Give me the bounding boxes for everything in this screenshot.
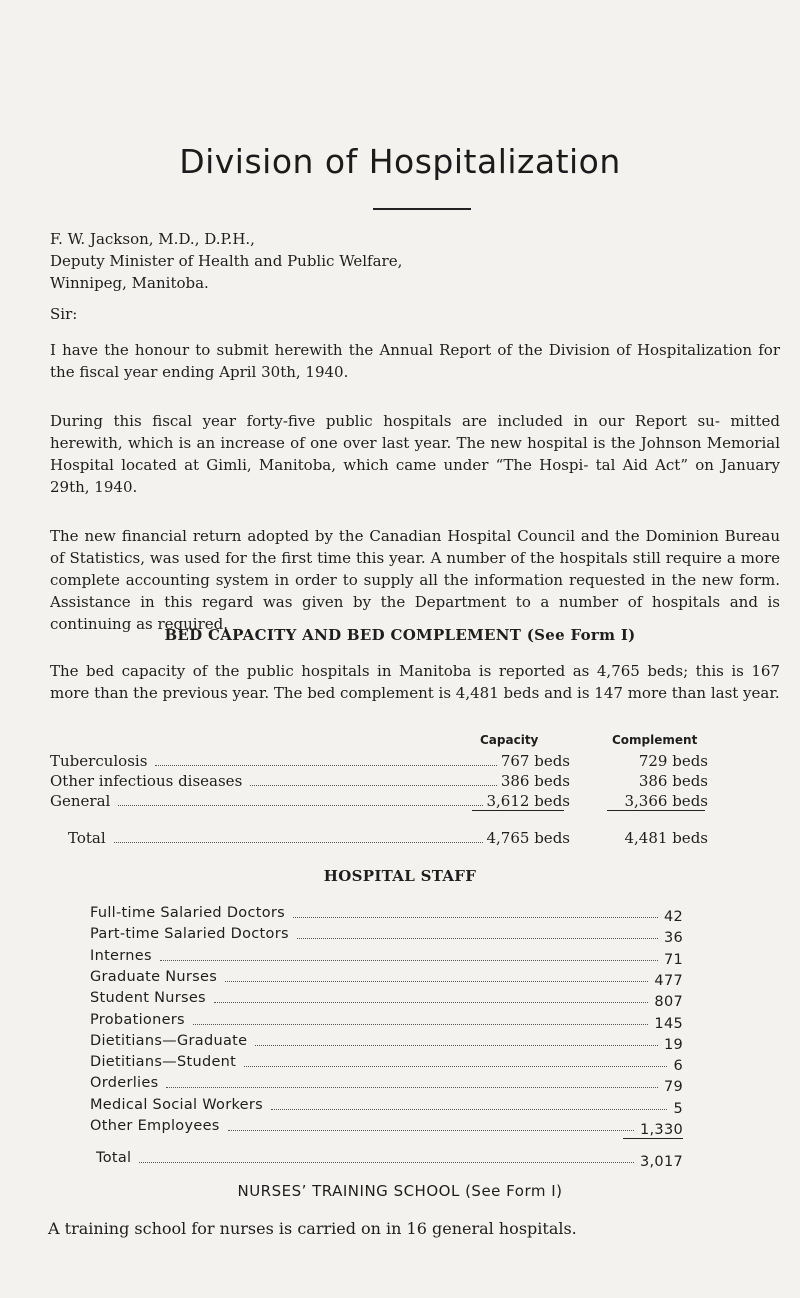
leader-dots: [297, 938, 658, 939]
complement-value: 386 beds: [638, 772, 708, 790]
staff-total-row: [96, 1148, 683, 1168]
staff-value: 71: [663, 951, 683, 968]
leader-dots: [160, 960, 658, 961]
leader-dots: [214, 1002, 648, 1003]
row-label: Probationers: [90, 1011, 185, 1028]
staff-row: [90, 1052, 683, 1075]
leader-dots: [228, 1130, 634, 1131]
staff-row: [90, 1073, 683, 1096]
row-label: Dietitians—Graduate: [90, 1032, 248, 1049]
bed-section-intro: The bed capacity of the public hospitals in Manitoba is reported as 4,765 beds; this is 167 more than the previous year. The bed complement is 4,481 beds and is 147 more than last year.: [50, 662, 780, 702]
staff-value: 6: [673, 1058, 683, 1075]
leader-dots: [193, 1024, 648, 1025]
paragraph-financial: The new financial return adopted by the Canadian Hospital Council and the Dominion Bureau of Statistics, was used for the first time this year. A number of the hospitals still require a more complete accounting system in order to supply all the information requested in the new form. Assistance in this regard was given by the Department to a number of hospitals and is continuing as required.: [50, 527, 780, 633]
nurses-section-text: A training school for nurses is carried on in 16 general hospitals.: [48, 1219, 577, 1238]
bed-section-heading: BED CAPACITY AND BED COMPLEMENT (See Form I): [164, 626, 636, 644]
leader-dots: [225, 981, 648, 982]
staff-value: 1,330: [639, 1122, 683, 1138]
leader-dots: [293, 917, 658, 918]
staff-row: [90, 1095, 683, 1115]
staff-row: [90, 903, 683, 923]
row-label: Total: [68, 829, 106, 847]
salutation: Sir:: [50, 305, 78, 323]
row-label: Total: [96, 1150, 132, 1166]
staff-value: 19: [663, 1036, 683, 1053]
leader-dots: [271, 1109, 667, 1110]
nurses-section-heading: NURSES’ TRAINING SCHOOL (See Form I): [237, 1182, 563, 1200]
staff-row: [90, 946, 683, 966]
address-line-3: Winnipeg, Manitoba.: [50, 274, 209, 292]
row-label: Dietitians—Student: [90, 1054, 237, 1071]
capacity-value: 3,612 beds: [486, 792, 570, 810]
address-line-2: Deputy Minister of Health and Public Welfare,: [50, 252, 403, 270]
complement-column-header: Complement: [612, 733, 698, 747]
leader-dots: [244, 1066, 667, 1067]
row-label: Other infectious diseases: [50, 772, 243, 790]
staff-value: 3,017: [639, 1154, 683, 1170]
staff-value: 807: [654, 994, 683, 1011]
staff-value: 477: [654, 972, 683, 989]
capacity-value: 4,765 beds: [486, 829, 570, 847]
address-block: [50, 228, 402, 294]
bed-row: [50, 791, 710, 811]
staff-row: [90, 988, 683, 1011]
staff-value: 42: [663, 909, 683, 925]
paragraph-hospitals: During this fiscal year forty-five public hospitals are included in our Report su- mitted herewith, which is an increase of one over last year. The new hospital is the Johnson Memorial Hospital located at Gimli, Manitoba, which came under “The Hospi- tal Aid Act” on January 29th, 1940.: [50, 412, 780, 496]
paragraph-intro: I have the honour to submit herewith the Annual Report of the Division of Hospitalization for the fiscal year ending April 30th, 1940.: [50, 341, 780, 381]
staff-row: [90, 1031, 683, 1051]
complement-value: 729 beds: [638, 752, 708, 770]
staff-value: 79: [663, 1079, 683, 1096]
leader-dots: [250, 785, 497, 786]
bed-row: [50, 751, 710, 771]
leader-dots: [139, 1162, 634, 1163]
row-label: Orderlies: [90, 1075, 159, 1092]
capacity-column-header: Capacity: [480, 733, 539, 747]
leader-dots: [155, 765, 497, 766]
capacity-value: 386 beds: [500, 772, 570, 790]
row-label: Internes: [90, 947, 152, 964]
row-label: General: [50, 792, 111, 810]
row-label: Other Employees: [90, 1118, 220, 1134]
leader-dots: [118, 805, 483, 806]
leader-dots: [114, 842, 483, 843]
leader-dots: [166, 1087, 658, 1088]
capacity-sum-line: [472, 810, 564, 811]
staff-value: 145: [654, 1015, 683, 1032]
staff-row: [90, 1116, 683, 1136]
row-label: Student Nurses: [90, 990, 206, 1007]
complement-value: 4,481 beds: [624, 829, 708, 847]
complement-sum-line: [607, 810, 705, 811]
row-label: Medical Social Workers: [90, 1096, 263, 1113]
staff-section-heading: HOSPITAL STAFF: [323, 867, 477, 885]
row-label: Tuberculosis: [50, 752, 148, 770]
row-label: Full-time Salaried Doctors: [90, 905, 286, 921]
staff-value: 36: [663, 930, 683, 947]
page-title: Division of Hospitalization: [179, 142, 621, 181]
bed-row: [50, 771, 710, 791]
bed-total-row: [50, 828, 710, 848]
complement-value: 3,366 beds: [624, 792, 708, 810]
leader-dots: [255, 1045, 658, 1046]
staff-value: 5: [673, 1100, 683, 1117]
capacity-value: 767 beds: [500, 752, 570, 770]
staff-sum-line: [623, 1138, 683, 1139]
staff-row: [90, 1010, 683, 1030]
address-line-1: F. W. Jackson, M.D., D.P.H.,: [50, 230, 255, 248]
title-divider: [373, 208, 471, 210]
row-label: Graduate Nurses: [90, 968, 218, 985]
staff-row: [90, 967, 683, 987]
staff-row: [90, 924, 683, 947]
row-label: Part-time Salaried Doctors: [90, 926, 289, 943]
